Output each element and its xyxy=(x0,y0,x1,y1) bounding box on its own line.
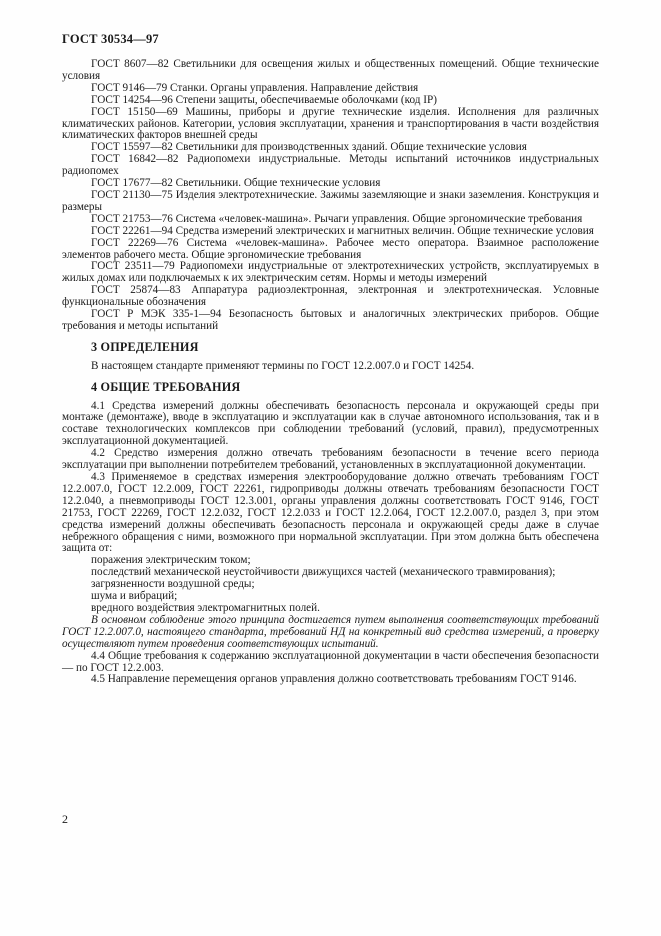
section-heading-general-requirements: 4 ОБЩИЕ ТРЕБОВАНИЯ xyxy=(91,379,241,394)
ref-item: ГОСТ Р МЭК 335-1—94 Безопасность бытовых и аналогичных электрических приборов. Общие требования и методы испытаний xyxy=(62,308,599,332)
clause-4-3: 4.3 Применяемое в средствах измерения электрооборудование должно отвечать требованиям ГОСТ 12.2.007.0, ГОСТ 12.2.009, ГОСТ 22261, гидроприводы должны отвечать требованиям безопасности ГОСТ 12.2.040, а пневмоприводы ГОСТ 12.3.001, органы управления должны соответствовать ГОСТ 9146, ГОСТ 21753, ГОСТ 22269, ГОСТ 12.2.032, ГОСТ 12.2.033 и ГОСТ 12.2.064, ГОСТ 12.2.007.0, раздел 3, при этом средства измерений должны обеспечивать безопасность персонала и окружающей среды даже в случае небрежного обращения с ними, возможного при нормальной эксплуатации. При этом должна быть обеспечена защита от: xyxy=(62,471,599,555)
ref-item: ГОСТ 8607—82 Светильники для освещения жилых и общественных помещений. Общие технические условия xyxy=(62,58,599,82)
definitions-paragraph: В настоящем стандарте применяют термины по ГОСТ 12.2.007.0 и ГОСТ 14254. xyxy=(91,359,475,372)
ref-item: ГОСТ 21753—76 Система «человек-машина». Рычаги управления. Общие эргономические требования xyxy=(91,212,583,225)
ref-item: ГОСТ 21130—75 Изделия электротехнические. Зажимы заземляющие и знаки заземления. Конструкция и размеры xyxy=(62,188,599,213)
ref-item: ГОСТ 25874—83 Аппаратура радиоэлектронная, электронная и электротехническая. Условные функциональные обозначения xyxy=(62,284,599,309)
section-heading-definitions: 3 ОПРЕДЕЛЕНИЯ xyxy=(91,339,199,354)
ref-item: ГОСТ 14254—96 Степени защиты, обеспечиваемые оболочками (код IP) xyxy=(91,93,437,106)
ref-item: ГОСТ 15150—69 Машины, приборы и другие технические изделия. Исполнения для различных климатических районов. Категории, условия эксплуатации, хранения и транспортирования в части воздействия климатических факторов внешней среды xyxy=(62,105,599,142)
ref-item: ГОСТ 23511—79 Радиопомехи индустриальные от электротехнических устройств, эксплуатируемых в жилых домах или подключаемых к их электрическим сетям. Нормы и методы измерений xyxy=(62,260,599,285)
ref-item: ГОСТ 15597—82 Светильники для производственных зданий. Общие технические условия xyxy=(91,141,527,154)
page-number: 2 xyxy=(62,812,68,826)
ref-item: ГОСТ 22261—94 Средства измерений электрических и магнитных величин. Общие технические условия xyxy=(91,224,594,237)
clause-4-1: 4.1 Средства измерений должны обеспечивать безопасность персонала и окружающей среды при монтаже (демонтаже), вводе в эксплуатацию и эксплуатации как в случае автономного использования, так и в составе технологических комплексов при соблюдении требований (условий, правил), предусмотренных эксплуатационной документацией. xyxy=(62,399,599,448)
protection-list-item: загрязненности воздушной среды; xyxy=(91,578,255,591)
protection-list-item: последствий механической неустойчивости движущихся частей (механического травмирования); xyxy=(91,566,556,579)
ref-item: ГОСТ 16842—82 Радиопомехи индустриальные. Методы испытаний источников индустриальных радиопомех xyxy=(62,153,599,178)
protection-list-item: шума и вибраций; xyxy=(91,590,178,603)
italic-note: В основном соблюдение этого принципа достигается путем выполнения соответствующих требований ГОСТ 12.2.007.0, настоящего стандарта, требований НД на конкретный вид средства измерений, а проверку осуществляют путем проведения соответствующих испытаний. xyxy=(62,613,599,650)
protection-list-item: вредного воздействия электромагнитных полей. xyxy=(91,601,320,614)
clause-4-4: 4.4 Общие требования к содержанию эксплуатационной документации в части обеспечения безопасности — по ГОСТ 12.2.003. xyxy=(62,649,599,674)
running-header: ГОСТ 30534—97 xyxy=(62,32,159,46)
document-body xyxy=(62,59,599,686)
clause-4-5: 4.5 Направление перемещения органов управления должно соответствовать требованиям ГОСТ 9146. xyxy=(91,673,577,686)
ref-item: ГОСТ 17677—82 Светильники. Общие технические условия xyxy=(91,177,381,190)
ref-item: ГОСТ 22269—76 Система «человек-машина». Рабочее место оператора. Взаимное расположение элементов рабочего места. Общие эргономические требования xyxy=(62,236,599,261)
ref-item: ГОСТ 9146—79 Станки. Органы управления. Направление действия xyxy=(91,81,419,94)
protection-list-item: поражения электрическим током; xyxy=(91,554,251,567)
clause-4-2: 4.2 Средство измерения должно отвечать требованиям безопасности в течение всего периода эксплуатации при выполнении потребителем требований, установленных в эксплуатационной документации. xyxy=(62,447,599,472)
